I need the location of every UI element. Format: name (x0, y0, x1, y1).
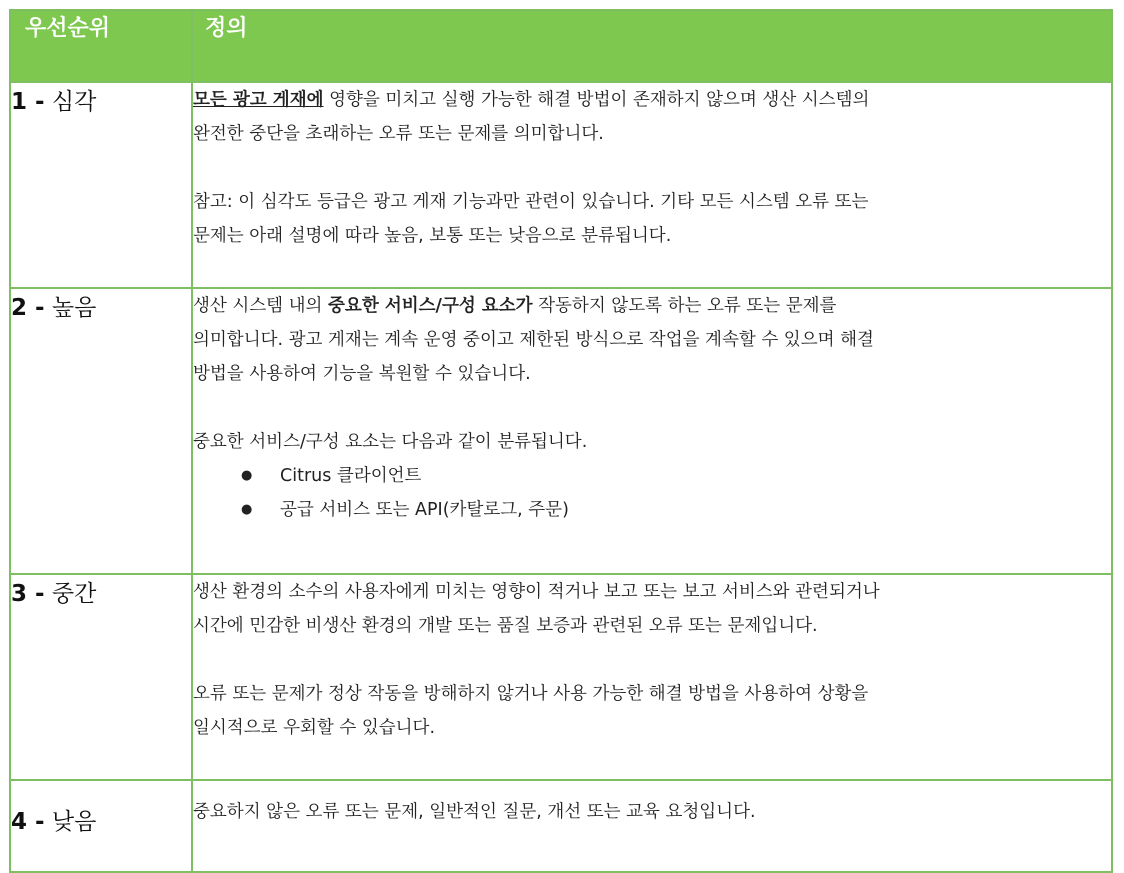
classification-paragraph: 중요한 서비스/구성 요소는 다음과 같이 분류됩니다. (193, 432, 588, 452)
table-row-high (10, 288, 1112, 574)
priority-level: 심각 (51, 89, 97, 115)
priority-cell (10, 780, 192, 872)
priority-number: 1 - (11, 89, 45, 115)
definition-cell (192, 780, 1112, 872)
definition-paragraph: 모든 광고 게재에 영향을 미치고 실행 가능한 해결 방법이 존재하지 않으며 생산 시스템의 완전한 중단을 초래하는 오류 또는 문제를 의미합니다. (193, 90, 870, 144)
bullet-list (193, 459, 1111, 527)
table-row-critical (10, 82, 1112, 288)
list-item: ● 공급 서비스 또는 API(카탈로그, 주문) (241, 493, 1111, 527)
table-row-low (10, 780, 1112, 872)
definition-cell (192, 82, 1112, 288)
header-definition: 정의 (192, 10, 1112, 82)
priority-level: 낮음 (51, 809, 97, 835)
priority-number: 2 - (11, 295, 45, 321)
emphasis-text: 중요한 서비스/구성 요소가 (328, 296, 533, 316)
priority-cell (10, 288, 192, 574)
priority-definition-table (9, 9, 1113, 873)
priority-number: 3 - (11, 581, 45, 607)
list-item: ● Citrus 클라이언트 (241, 459, 1111, 493)
header-priority: 우선순위 (10, 10, 192, 82)
definition-paragraph: 생산 시스템 내의 중요한 서비스/구성 요소가 작동하지 않도록 하는 오류 또는 문제를 의미합니다. 광고 게재는 계속 운영 중이고 제한된 방식으로 작업을 계속할 수 있으며 해결 방법을 사용하여 기능을 복원할 수 있습니다. (193, 296, 874, 384)
definition-paragraph: 중요하지 않은 오류 또는 문제, 일반적인 질문, 개선 또는 교육 요청입니다. (193, 802, 756, 822)
priority-level: 높음 (51, 295, 97, 321)
note-paragraph: 참고: 이 심각도 등급은 광고 게재 기능과만 관련이 있습니다. 기타 모든 시스템 오류 또는 문제는 아래 설명에 따라 높음, 보통 또는 낮음으로 분류됩니다. (193, 192, 869, 246)
emphasis-text: 모든 광고 게재에 (193, 90, 324, 110)
header-row (10, 10, 1112, 82)
definition-cell (192, 288, 1112, 574)
priority-cell (10, 574, 192, 780)
priority-cell (10, 82, 192, 288)
priority-number: 4 - (11, 809, 45, 835)
definition-paragraph: 생산 환경의 소수의 사용자에게 미치는 영향이 적거나 보고 또는 보고 서비스와 관련되거나 시간에 민감한 비생산 환경의 개발 또는 품질 보증과 관련된 오류 또는 문제입니다. (193, 582, 880, 636)
definition-cell (192, 574, 1112, 780)
table-row-medium (10, 574, 1112, 780)
workaround-paragraph: 오류 또는 문제가 정상 작동을 방해하지 않거나 사용 가능한 해결 방법을 사용하여 상황을 일시적으로 우회할 수 있습니다. (193, 684, 869, 738)
priority-level: 중간 (51, 581, 97, 607)
